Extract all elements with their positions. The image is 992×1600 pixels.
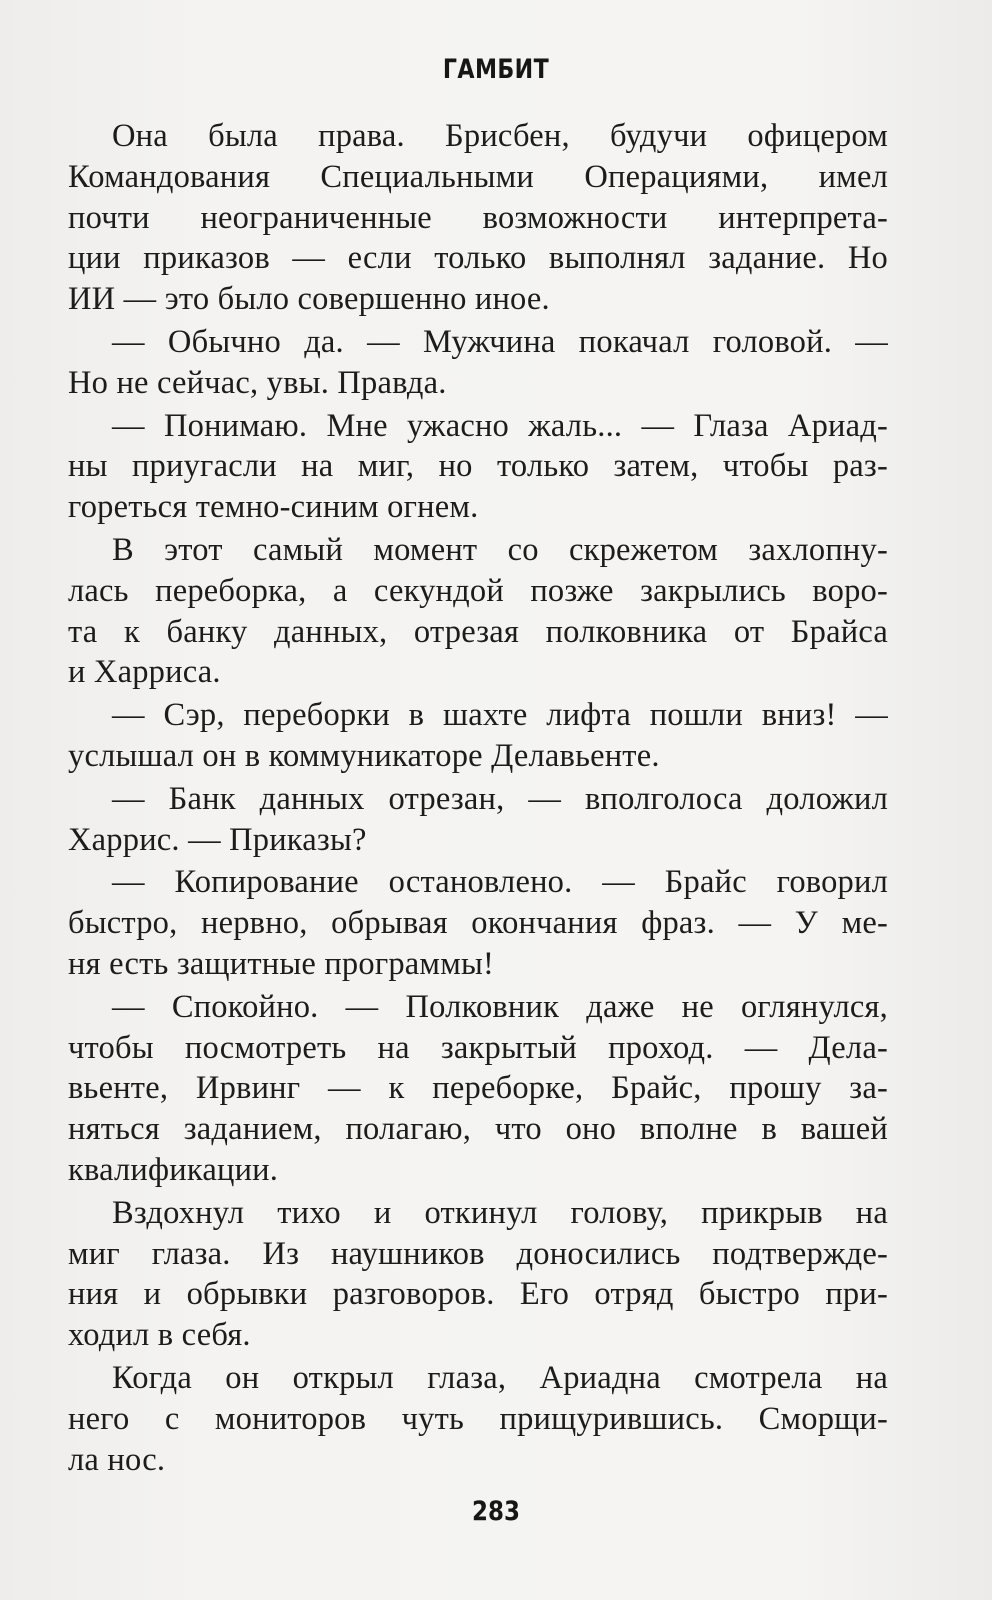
text-line: — Сэр, переборки в шахте лифта пошли вниз! — [112,697,888,734]
paragraph [68,116,888,320]
text-line: ны приугасли на миг, но только затем, чтобы раз- [68,448,888,485]
paragraph [68,779,888,861]
paragraph [68,530,888,693]
text-line: ла нос. [68,1441,166,1478]
text-line: — Обычно да. — Мужчина покачал головой. — [112,323,888,360]
paragraph [68,987,888,1191]
paragraph [68,1358,888,1480]
text-line: ня есть защитные программы! [68,945,495,982]
text-line: почти неограниченные возможности интерпрета- [68,199,888,236]
paragraph [68,695,888,777]
text-line: ния и обрывки разговоров. Его отряд быстро при- [68,1276,888,1313]
text-line: него с мониторов чуть прищурившись. Сморщи- [68,1400,888,1437]
text-line: чтобы посмотреть на закрытый проход. — Дела- [68,1029,888,1066]
text-line: квалификации. [68,1151,279,1188]
text-line: няться заданием, полагаю, что оно вполне в вашей [68,1111,888,1148]
paragraph [68,406,888,528]
paragraph [68,1193,888,1356]
text-line: быстро, нервно, обрывая окончания фраз. — У ме- [68,905,888,942]
paragraph [68,862,888,984]
running-head: ГАМБИТ [442,54,550,85]
text-line: — Копирование остановлено. — Брайс говорил [112,864,888,901]
text-line: вьенте, Ирвинг — к переборке, Брайс, прошу за- [68,1070,888,1107]
text-line: ходил в себя. [68,1317,251,1354]
body-text [68,116,888,1482]
text-line: та к банку данных, отрезая полковника от Брайса [68,613,888,650]
text-line: Командования Специальными Операциями, имел [68,158,888,195]
text-line: ИИ — это было совершенно иное. [68,281,550,318]
text-line: — Понимаю. Мне ужасно жаль... — Глаза Ариад- [112,407,888,444]
text-line: и Харриса. [68,654,221,691]
text-line: Харрис. — Приказы? [68,821,367,858]
text-line: Но не сейчас, увы. Правда. [68,364,447,401]
text-line: лась переборка, а секундой позже закрылись воро- [68,572,888,609]
text-line: В этот самый момент со скрежетом захлопну- [112,531,888,568]
text-line: услышал он в коммуникаторе Делавьенте. [68,737,660,774]
text-line: гореться темно-синим огнем. [68,489,479,526]
text-line: миг глаза. Из наушников доносились подтвержде- [68,1235,888,1272]
text-line: — Спокойно. — Полковник даже не оглянулся, [112,988,888,1025]
text-line: Вздохнул тихо и откинул голову, прикрыв на [112,1194,888,1231]
page-number: 283 [472,1496,520,1527]
text-line: — Банк данных отрезан, — вполголоса доложил [112,780,888,817]
paragraph [68,322,888,404]
text-line: Она была права. Брисбен, будучи офицером [112,118,888,154]
text-line: Когда он открыл глаза, Ариадна смотрела на [112,1359,888,1396]
text-line: ции приказов — если только выполнял задание. Но [68,240,888,277]
